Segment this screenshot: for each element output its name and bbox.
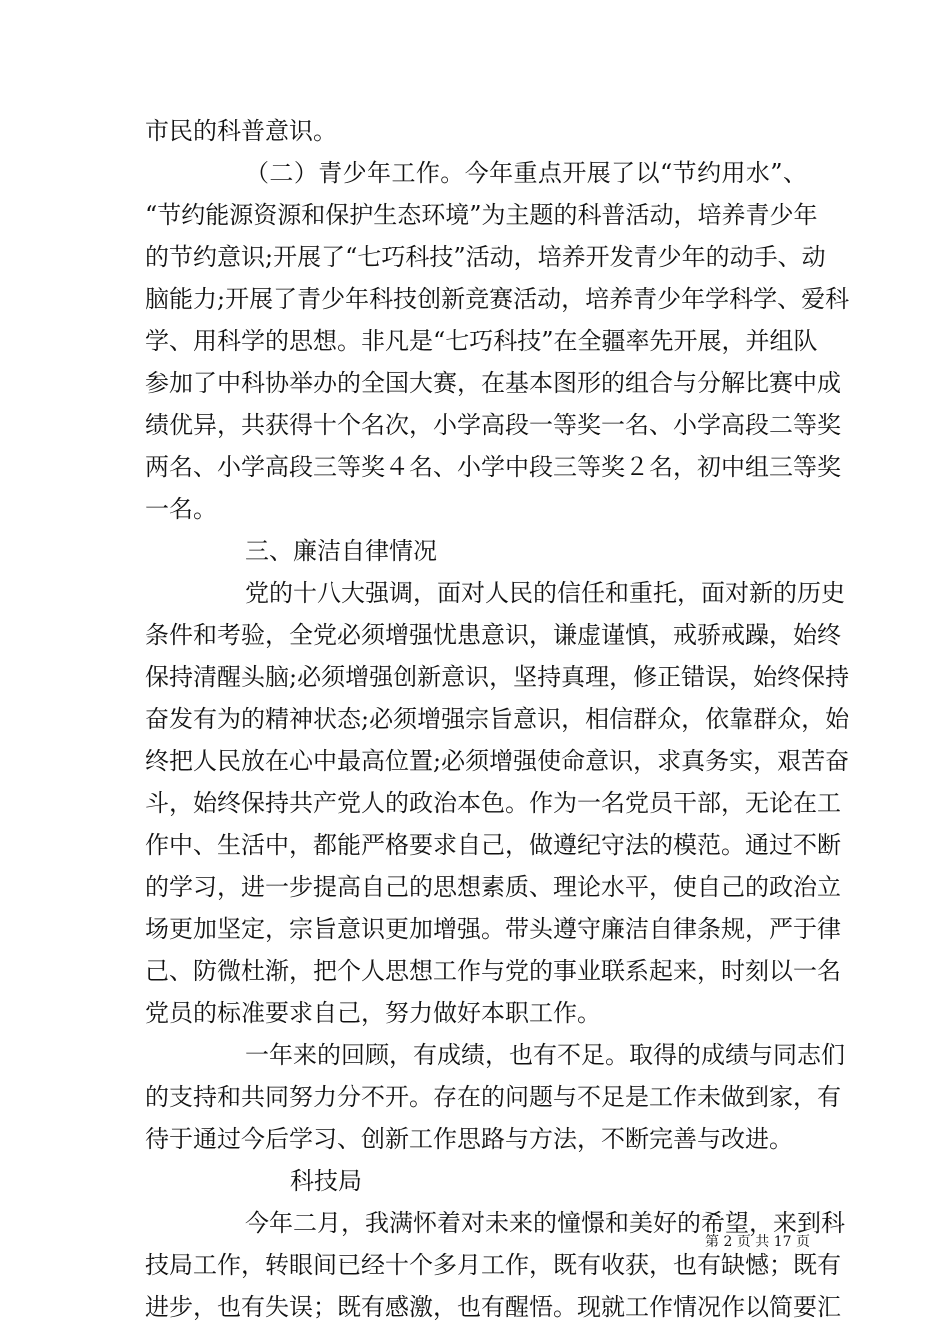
paragraph-first-line: （二）青少年工作。今年重点开展了以“节约用水”、 (245, 159, 807, 187)
text-line: 技局工作，转眼间已经十个多月工作，既有收获，也有缺憾；既有 (145, 1251, 841, 1279)
text-line: 的节约意识;开展了“七巧科技”活动，培养开发青少年的动手、动 (145, 243, 826, 271)
section-heading: 三、廉洁自律情况 (245, 537, 437, 565)
text-line: 斗，始终保持共产党人的政治本色。作为一名党员干部，无论在工 (145, 789, 841, 817)
text-line: 市民的科普意识。 (145, 117, 337, 145)
text-line: 终把人民放在心中最高位置;必须增强使命意识，求真务实，艰苦奋 (145, 747, 850, 775)
text-line: 党员的标准要求自己，努力做好本职工作。 (145, 999, 601, 1027)
paragraph-first-line: 一年来的回顾，有成绩，也有不足。取得的成绩与同志们 (245, 1041, 845, 1069)
text-line: “节约能源资源和保护生态环境”为主题的科普活动，培养青少年 (145, 201, 818, 229)
text-line: 己、防微杜渐，把个人思想工作与党的事业联系起来，时刻以一名 (145, 957, 841, 985)
text-line: 保持清醒头脑;必须增强创新意识，坚持真理，修正错误，始终保持 (145, 663, 850, 691)
document-title: 科技局 (290, 1167, 362, 1195)
text-line: 条件和考验，全党必须增强忧患意识，谦虚谨慎，戒骄戒躁，始终 (145, 621, 841, 649)
text-line: 两名、小学高段三等奖４名、小学中段三等奖２名，初中组三等奖 (145, 453, 841, 481)
text-line: 进步，也有失误；既有感激，也有醒悟。现就工作情况作以简要汇 (145, 1293, 841, 1321)
text-line: 待于通过今后学习、创新工作思路与方法，不断完善与改进。 (145, 1125, 793, 1153)
text-line: 学、用科学的思想。非凡是“七巧科技”在全疆率先开展，并组队 (145, 327, 818, 355)
paragraph-first-line: 党的十八大强调，面对人民的信任和重托，面对新的历史 (245, 579, 845, 607)
text-line: 作中、生活中，都能严格要求自己，做遵纪守法的模范。通过不断 (145, 831, 841, 859)
text-line: 奋发有为的精神状态;必须增强宗旨意识，相信群众，依靠群众，始 (145, 705, 850, 733)
text-line: 绩优异，共获得十个名次，小学高段一等奖一名、小学高段二等奖 (145, 411, 841, 439)
text-line: 脑能力;开展了青少年科技创新竞赛活动，培养青少年学科学、爱科 (145, 285, 850, 313)
text-line: 的学习，进一步提高自己的思想素质、理论水平，使自己的政治立 (145, 873, 841, 901)
paragraph-first-line: 今年二月，我满怀着对未来的憧憬和美好的希望，来到科 (245, 1209, 845, 1237)
text-line: 一名。 (145, 495, 217, 523)
page-number: 第 2 页 共 17 页 (705, 1234, 810, 1250)
text-line: 参加了中科协举办的全国大赛，在基本图形的组合与分解比赛中成 (145, 369, 841, 397)
text-line: 的支持和共同努力分不开。存在的问题与不足是工作未做到家，有 (145, 1083, 841, 1111)
text-line: 场更加坚定，宗旨意识更加增强。带头遵守廉洁自律条规，严于律 (145, 915, 841, 943)
